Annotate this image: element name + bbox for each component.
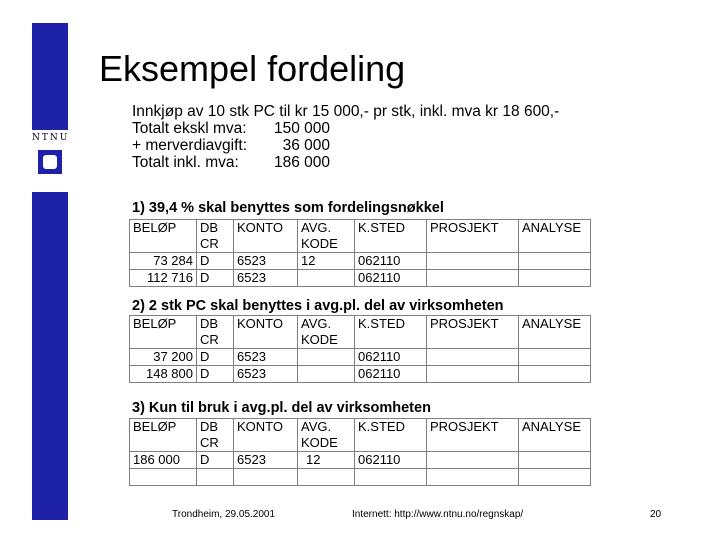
- header-belop: BELØP: [130, 220, 197, 253]
- cell-avg: [298, 270, 355, 287]
- cell-belop: [130, 469, 197, 486]
- cell-prosjekt: [427, 469, 519, 486]
- intro-label: Totalt inkl. mva:: [132, 154, 239, 171]
- cell-konto: 6523: [234, 349, 298, 366]
- intro-row: [132, 154, 559, 171]
- cell-avg: [298, 469, 355, 486]
- table-header-row: [130, 419, 591, 452]
- header-belop: BELØP: [130, 316, 197, 349]
- cell-ksted: 062110: [355, 452, 427, 469]
- table-row: [130, 253, 591, 270]
- cell-analyse: [519, 452, 591, 469]
- table-header-row: [130, 316, 591, 349]
- header-avg: AVG. KODE: [298, 419, 355, 452]
- cell-belop: 37 200: [130, 349, 197, 366]
- header-analyse: ANALYSE: [519, 316, 591, 349]
- header-avg: AVG. KODE: [298, 220, 355, 253]
- cell-belop: 186 000: [130, 452, 197, 469]
- cell-ksted: 062110: [355, 253, 427, 270]
- cell-avg: 12: [298, 452, 355, 469]
- sidebar-bar: [32, 23, 68, 520]
- cell-prosjekt: [427, 452, 519, 469]
- slide-title: Eksempel fordeling: [99, 48, 406, 89]
- ntnu-logo-icon: [38, 150, 62, 174]
- cell-dbcr: D: [197, 349, 234, 366]
- ntnu-logo: [32, 130, 68, 192]
- posting-table: [129, 315, 591, 383]
- intro-row: [132, 120, 559, 137]
- intro-value: 186 000: [273, 154, 330, 171]
- header-konto: KONTO: [234, 316, 298, 349]
- intro-line: Innkjøp av 10 stk PC til kr 15 000,- pr stk, inkl. mva kr 18 600,-: [132, 103, 560, 120]
- header-dbcr: DB CR: [197, 316, 234, 349]
- cell-konto: 6523: [234, 452, 298, 469]
- header-prosjekt: PROSJEKT: [427, 419, 519, 452]
- cell-analyse: [519, 253, 591, 270]
- cell-dbcr: D: [197, 452, 234, 469]
- cell-dbcr: [197, 469, 234, 486]
- table-row: [130, 270, 591, 287]
- intro-row: [132, 137, 559, 154]
- cell-analyse: [519, 366, 591, 383]
- cell-dbcr: D: [197, 366, 234, 383]
- cell-avg: [298, 366, 355, 383]
- cell-ksted: [355, 469, 427, 486]
- cell-ksted: 062110: [355, 270, 427, 287]
- footer-location-date: Trondheim, 29.05.2001: [172, 509, 276, 520]
- header-ksted: K.STED: [355, 419, 427, 452]
- intro-label: + merverdiavgift:: [132, 137, 248, 154]
- section-title: 3) Kun til bruk i avg.pl. del av virksomheten: [132, 400, 431, 416]
- intro-value: 150 000: [273, 120, 330, 137]
- header-prosjekt: PROSJEKT: [427, 220, 519, 253]
- table-row: [130, 469, 591, 486]
- header-belop: BELØP: [130, 419, 197, 452]
- cell-konto: [234, 469, 298, 486]
- footer-url: Internett: http://www.ntnu.no/regnskap/: [352, 509, 524, 520]
- header-analyse: ANALYSE: [519, 220, 591, 253]
- header-avg: AVG. KODE: [298, 316, 355, 349]
- posting-table: [129, 219, 591, 287]
- cell-ksted: 062110: [355, 349, 427, 366]
- header-ksted: K.STED: [355, 220, 427, 253]
- intro-value: 36 000: [282, 137, 330, 154]
- page-number: 20: [650, 509, 662, 520]
- table-header-row: [130, 220, 591, 253]
- cell-prosjekt: [427, 253, 519, 270]
- header-prosjekt: PROSJEKT: [427, 316, 519, 349]
- header-dbcr: DB CR: [197, 220, 234, 253]
- section-title: 1) 39,4 % skal benyttes som fordelingsnøkkel: [132, 200, 444, 216]
- cell-belop: 73 284: [130, 253, 197, 270]
- cell-analyse: [519, 270, 591, 287]
- cell-konto: 6523: [234, 366, 298, 383]
- cell-analyse: [519, 349, 591, 366]
- cell-konto: 6523: [234, 270, 298, 287]
- cell-dbcr: D: [197, 253, 234, 270]
- cell-konto: 6523: [234, 253, 298, 270]
- cell-prosjekt: [427, 270, 519, 287]
- cell-dbcr: D: [197, 270, 234, 287]
- cell-avg: [298, 349, 355, 366]
- cell-belop: 148 800: [130, 366, 197, 383]
- logo-text: NTNU: [32, 133, 70, 143]
- cell-avg: 12: [298, 253, 355, 270]
- header-konto: KONTO: [234, 220, 298, 253]
- intro-block: [132, 103, 559, 171]
- table-row: [130, 366, 591, 383]
- cell-analyse: [519, 469, 591, 486]
- cell-ksted: 062110: [355, 366, 427, 383]
- table-row: [130, 349, 591, 366]
- cell-belop: 112 716: [130, 270, 197, 287]
- cell-prosjekt: [427, 366, 519, 383]
- header-konto: KONTO: [234, 419, 298, 452]
- posting-table: [129, 418, 591, 486]
- cell-prosjekt: [427, 349, 519, 366]
- header-ksted: K.STED: [355, 316, 427, 349]
- header-dbcr: DB CR: [197, 419, 234, 452]
- header-analyse: ANALYSE: [519, 419, 591, 452]
- section-title: 2) 2 stk PC skal benyttes i avg.pl. del av virksomheten: [132, 298, 504, 314]
- table-row: [130, 452, 591, 469]
- intro-label: Totalt ekskl mva:: [132, 120, 247, 137]
